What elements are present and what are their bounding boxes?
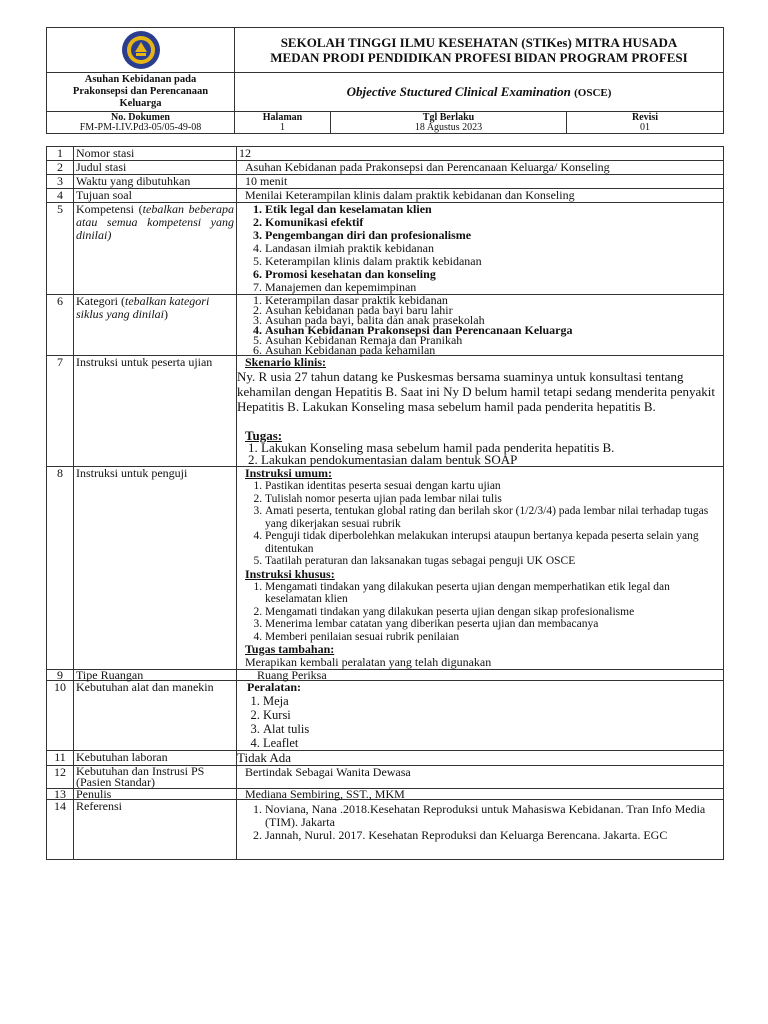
table-row	[47, 670, 724, 681]
row-label: Tipe Ruangan	[74, 670, 237, 681]
list-item: 4. Asuhan Kebidanan Prakonsepsi dan Perencanaan Keluarga	[265, 325, 721, 335]
row-label: Tujuan soal	[74, 189, 237, 203]
list-item: 2. Lakukan pendokumentasian dalam bentuk SOAP	[261, 454, 723, 466]
list-item: 2. Mengamati tindakan yang dilakukan peserta ujian dengan sikap profesionalisme	[265, 606, 721, 619]
institution-logo-icon	[121, 30, 161, 70]
label-italic: tebalkan beberapa atau semua kompetensi yang dinilai)	[76, 202, 234, 242]
row-label: Kebutuhan laboran	[74, 751, 237, 766]
row-number: 10	[47, 681, 74, 751]
competency-list	[237, 203, 724, 295]
row-number: 6	[47, 295, 74, 356]
row-label: Judul stasi	[74, 161, 237, 175]
row-number: 5	[47, 203, 74, 295]
extra-task-title: Tugas tambahan:	[245, 642, 335, 656]
logo-cell	[47, 28, 235, 73]
list-item: 3. Menerima lembar catatan yang diberikan peserta ujian dan membacanya	[265, 618, 721, 631]
list-item: 5. Keterampilan klinis dalam praktik kebidanan	[265, 255, 721, 268]
row-label: Kebutuhan alat dan manekin	[74, 681, 237, 751]
table-row	[47, 161, 724, 175]
table-row	[47, 766, 724, 789]
date-cell	[331, 112, 567, 134]
exam-abbr: (OSCE)	[574, 87, 612, 99]
row-label: Nomor stasi	[74, 147, 237, 161]
list-item: 1. Mengamati tindakan yang dilakukan peserta ujian dengan memperhatikan etik legal dan keselamatan klien	[265, 581, 721, 606]
list-item: 3. Amati peserta, tentukan global rating dan berilah skor (1/2/3/4) pada lembar nilai terhadap tugas yang dikerjakan sesuai rubrik	[265, 505, 721, 530]
table-row	[47, 295, 724, 356]
date-label: Tgl Berlaku	[422, 111, 475, 123]
row-label: Referensi	[74, 800, 237, 860]
list-item: 1. Meja	[263, 694, 721, 708]
references	[237, 800, 724, 860]
equipment-title: Peralatan:	[247, 680, 301, 694]
subject-cell: Asuhan Kebidanan pada Prakonsepsi dan Perencanaan Keluarga	[47, 73, 235, 112]
label-text: Kategori (	[76, 294, 125, 308]
list-item: 1. Keterampilan dasar praktik kebidanan	[265, 295, 721, 305]
revision-label: Revisi	[631, 111, 659, 123]
date-value: 18 Agustus 2023	[414, 121, 483, 133]
row-label: Instruksi untuk penguji	[74, 467, 237, 670]
table-row	[47, 203, 724, 295]
osce-station-table	[46, 146, 724, 860]
participant-instructions	[237, 356, 724, 467]
table-row	[47, 467, 724, 670]
table-row	[47, 356, 724, 467]
author: Mediana Sembiring, SST., MKM	[237, 789, 724, 800]
list-item: 6. Promosi kesehatan dan konseling	[265, 268, 721, 281]
doc-no-cell	[47, 112, 235, 134]
row-number: 13	[47, 789, 74, 800]
list-item: 2. Kursi	[263, 708, 721, 722]
list-item: 4. Landasan ilmiah praktik kebidanan	[265, 242, 721, 255]
institution-line-1: SEKOLAH TINGGI ILMU KESEHATAN (STIKes) MITRA HUSADA	[280, 35, 678, 50]
list-item: 3. Pengembangan diri dan profesionalisme	[265, 229, 721, 242]
station-title: Asuhan Kebidanan pada Prakonsepsi dan Perencanaan Keluarga/ Konseling	[237, 161, 724, 175]
list-item: 3. Asuhan pada bayi, balita dan anak prasekolah	[265, 315, 721, 325]
table-row	[47, 147, 724, 161]
list-item: 3. Alat tulis	[263, 722, 721, 736]
institution-line-2: MEDAN PRODI PENDIDIKAN PROFESI BIDAN PROGRAM PROFESI	[270, 50, 688, 65]
list-item: 1. Noviana, Nana .2018.Kesehatan Reproduksi untuk Mahasiswa Kebidanan. Tran Info Media (TIM). Jakarta	[265, 803, 721, 829]
list-item: 1. Pastikan identitas peserta sesuai dengan kartu ujian	[265, 480, 721, 493]
extra-task-text: Merapikan kembali peralatan yang telah digunakan	[245, 655, 492, 669]
table-row	[47, 789, 724, 800]
list-item: 5. Taatilah peraturan dan laksanakan tugas sebagai penguji UK OSCE	[265, 555, 721, 568]
list-item: 6. Asuhan Kebidanan pada kehamilan	[265, 345, 721, 355]
revision-value: 01	[640, 121, 650, 133]
exam-title: Objective Stuctured Clinical Examination	[346, 84, 571, 99]
list-item: 4. Penguji tidak diperbolehkan melakukan interupsi ataupun bertanya kepada peserta selain yang ditentukan	[265, 530, 721, 555]
list-item: 4. Memberi penilaian sesuai rubrik penilaian	[265, 631, 721, 644]
row-label: Kebutuhan dan Instrusi PS (Pasien Standar)	[74, 766, 237, 789]
row-number: 9	[47, 670, 74, 681]
page-cell	[235, 112, 331, 134]
row-number: 11	[47, 751, 74, 766]
table-row	[47, 800, 724, 860]
row-label	[74, 203, 237, 295]
row-number: 8	[47, 467, 74, 670]
list-item: 2. Komunikasi efektif	[265, 216, 721, 229]
row-number: 2	[47, 161, 74, 175]
revision-cell	[567, 112, 724, 134]
list-item: 2. Jannah, Nurul. 2017. Kesehatan Reproduksi dan Keluarga Berencana. Jakarta. EGC	[265, 829, 721, 842]
scenario-text: Ny. R usia 27 tahun datang ke Puskesmas bersama suaminya untuk konsultasi tentang kehamilan dengan Hepatitis B. Saat ini Ny D belum hamil tetapi sedang menderita penyakit Hepatitis B. Lakukan Konseling masa sebelum hamil pada penderita hepatitis B.	[237, 369, 715, 414]
row-number: 14	[47, 800, 74, 860]
row-number: 3	[47, 175, 74, 189]
special-instructions-title: Instruksi khusus:	[245, 566, 335, 581]
standard-patient: Bertindak Sebagai Wanita Dewasa	[237, 766, 724, 789]
tasks-title: Tugas:	[245, 428, 283, 443]
label-italic: tebalkan kategori siklus yang dinilai	[76, 294, 210, 321]
doc-no-value: FM-PM-I.IV.Pd3-05/05-49-08	[79, 121, 202, 133]
document-header	[46, 27, 724, 134]
list-item: 2. Tulislah nomor peserta ujian pada lembar nilai tulis	[265, 493, 721, 506]
equipment-list	[237, 681, 724, 751]
room-type: Ruang Periksa	[237, 670, 724, 681]
category-list	[237, 295, 724, 356]
list-item: 5. Asuhan Kebidanan Remaja dan Pranikah	[265, 335, 721, 345]
station-number: 12	[237, 147, 724, 161]
lab-needs: Tidak Ada	[237, 751, 724, 766]
list-item: 2. Asuhan kebidanan pada bayi baru lahir	[265, 305, 721, 315]
examiner-instructions	[237, 467, 724, 670]
list-item: 1. Etik legal dan keselamatan klien	[265, 203, 721, 216]
row-number: 7	[47, 356, 74, 467]
label-text: Kompetensi (	[76, 202, 143, 216]
list-item: 1. Lakukan Konseling masa sebelum hamil pada penderita hepatitis B.	[261, 442, 723, 454]
row-label: Instruksi untuk peserta ujian	[74, 356, 237, 467]
row-number: 12	[47, 766, 74, 789]
row-label: Penulis	[74, 789, 237, 800]
page-label: Halaman	[262, 111, 303, 123]
row-label	[74, 295, 237, 356]
row-label: Waktu yang dibutuhkan	[74, 175, 237, 189]
row-number: 1	[47, 147, 74, 161]
scenario-title: Skenario klinis:	[245, 355, 327, 369]
institution-name	[235, 28, 724, 73]
objective: Menilai Keterampilan klinis dalam praktik kebidanan dan Konseling	[237, 189, 724, 203]
table-row	[47, 175, 724, 189]
label-text: )	[164, 307, 168, 321]
list-item: 7. Manajemen dan kepemimpinan	[265, 281, 721, 294]
page-value: 1	[280, 121, 285, 133]
table-row	[47, 681, 724, 751]
general-instructions-title: Instruksi umum:	[245, 466, 333, 480]
row-number: 4	[47, 189, 74, 203]
time-required: 10 menit	[237, 175, 724, 189]
table-row	[47, 189, 724, 203]
list-item: 4. Leaflet	[263, 736, 721, 750]
doc-no-label: No. Dokumen	[111, 111, 170, 123]
exam-title-cell	[235, 73, 724, 112]
